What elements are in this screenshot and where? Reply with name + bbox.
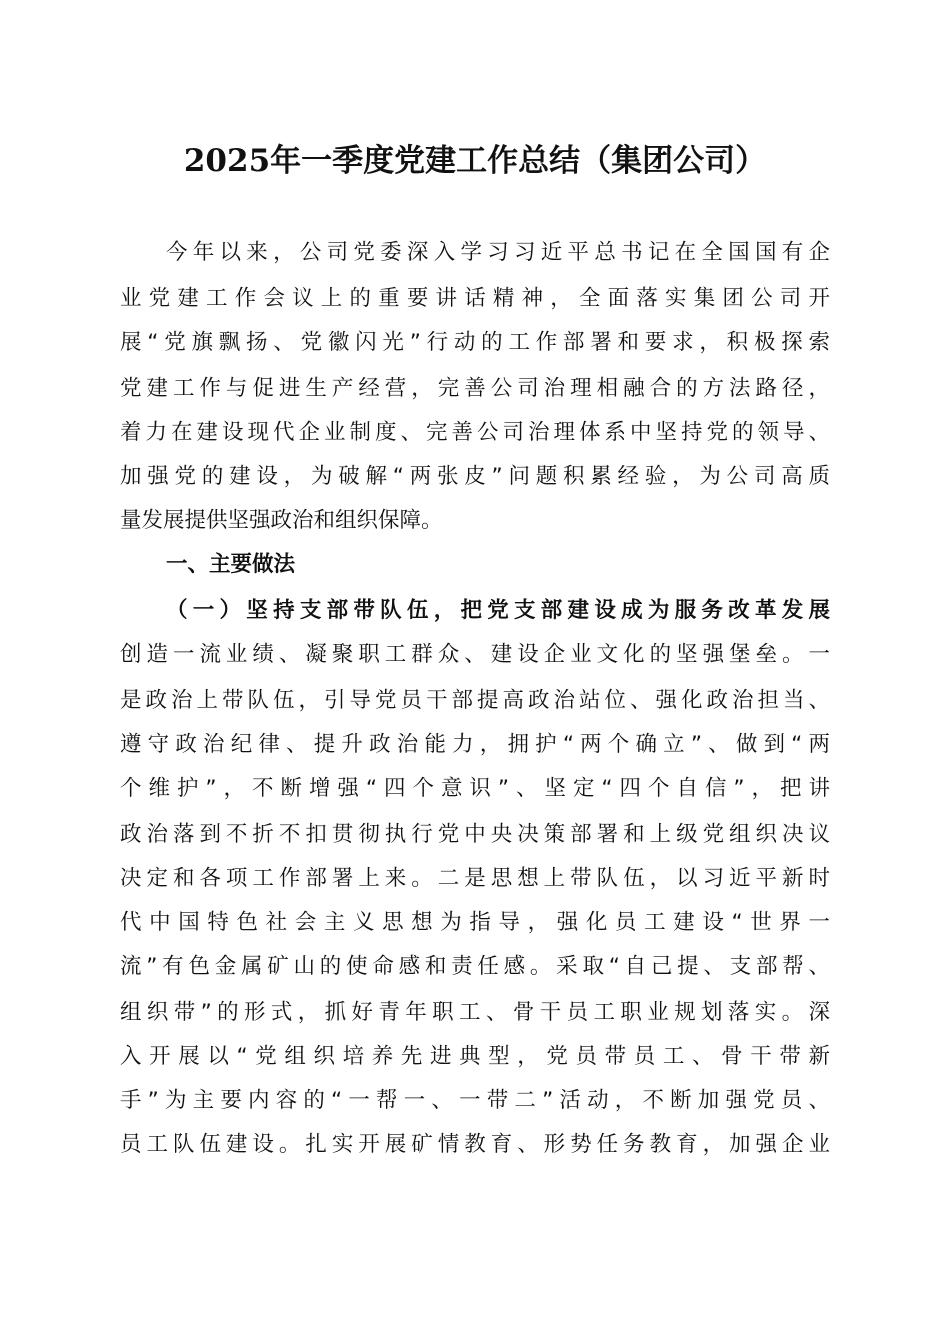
paragraph-line: 是政治上带队伍，引导党员干部提高政治站位、强化政治担当、 (120, 688, 830, 713)
subsection-heading-line: （一）坚持支部带队伍，把党支部建设成为服务改革发展 (166, 598, 830, 623)
paragraph-line: 创造一流业绩、凝聚职工群众、建设企业文化的坚强堡垒。一 (120, 642, 830, 667)
paragraph-line: 组织带”的形式，抓好青年职工、骨干员工职业规划落实。深 (120, 1000, 830, 1025)
paragraph-line: 个维护”，不断增强“四个意识”、坚定“四个自信”，把讲 (120, 776, 830, 801)
paragraph-line: 加强党的建设，为破解“两张皮”问题积累经验，为公司高质 (120, 464, 830, 489)
section-heading: 一、主要做法 (166, 552, 296, 577)
paragraph-line: 着力在建设现代企业制度、完善公司治理体系中坚持党的领导、 (120, 420, 830, 445)
paragraph-line: 政治落到不折不扣贯彻执行党中央决策部署和上级党组织决议 (120, 822, 830, 847)
paragraph-line: 代中国特色社会主义思想为指导，强化员工建设“世界一 (120, 910, 830, 935)
paragraph-line: 量发展提供坚强政治和组织保障。 (120, 508, 443, 533)
paragraph-line: 决定和各项工作部署上来。二是思想上带队伍，以习近平新时 (120, 866, 830, 891)
paragraph-line: 党建工作与促进生产经营，完善公司治理相融合的方法路径， (120, 376, 830, 401)
paragraph-line: 员工队伍建设。扎实开展矿情教育、形势任务教育，加强企业 (120, 1132, 830, 1157)
paragraph-line: 展“党旗飘扬、党徽闪光”行动的工作部署和要求，积极探索 (120, 330, 830, 355)
paragraph-line: 今年以来，公司党委深入学习习近平总书记在全国国有企 (166, 240, 830, 265)
document-title: 2025年一季度党建工作总结（集团公司） (183, 143, 767, 179)
paragraph-line: 入开展以“党组织培养先进典型，党员带员工、骨干带新 (120, 1044, 830, 1069)
paragraph-line: 业党建工作会议上的重要讲话精神，全面落实集团公司开 (120, 286, 830, 311)
paragraph-line: 遵守政治纪律、提升政治能力，拥护“两个确立”、做到“两 (120, 732, 830, 757)
paragraph-line: 手”为主要内容的“一帮一、一带二”活动，不断加强党员、 (120, 1088, 830, 1113)
paragraph-line: 流”有色金属矿山的使命感和责任感。采取“自己提、支部帮、 (120, 954, 830, 979)
